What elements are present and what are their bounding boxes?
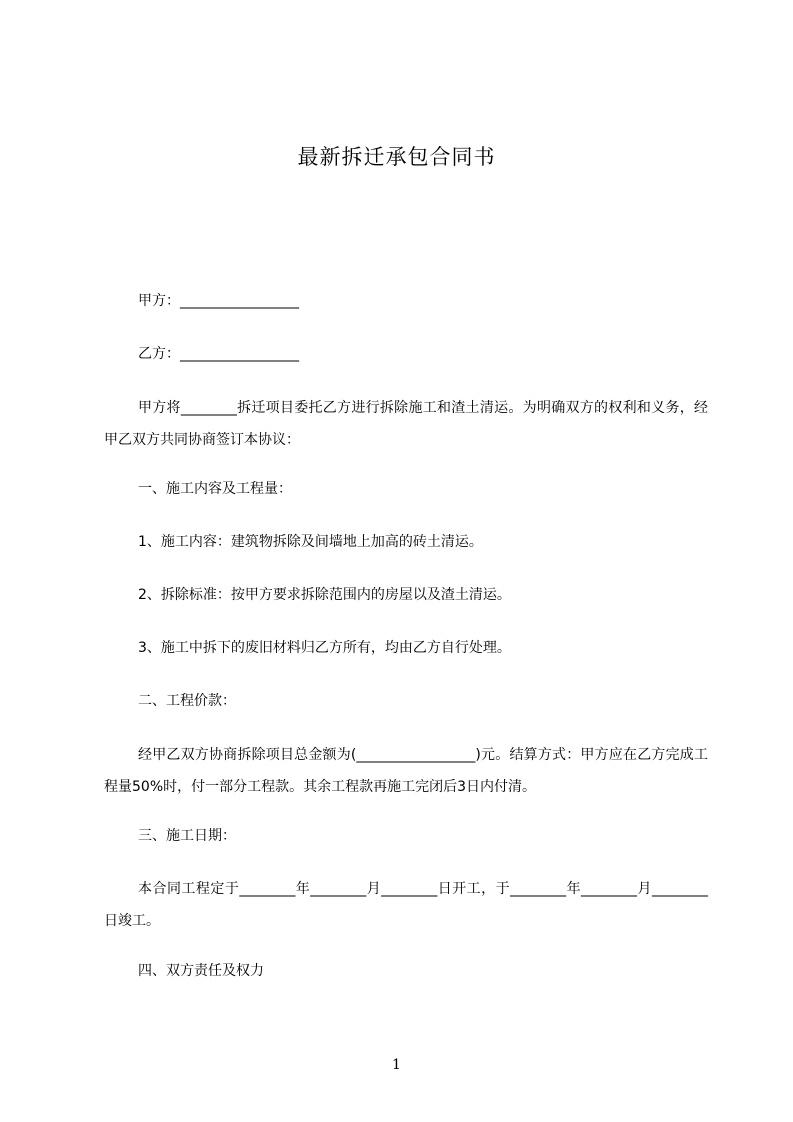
item-3-text: 3、施工中拆下的废旧材料归乙方所有，均由乙方自行处理。: [138, 640, 511, 656]
document-title: 最新拆迁承包合同书: [297, 145, 496, 169]
party-b-line: 乙方：_________________: [138, 346, 299, 362]
payment-paragraph: 经甲乙双方协商拆除项目总金额为(_________________)元。结算方式：甲方应在乙方完成工程量50%时，付一部分工程款。其余工程款再施工完闭后3日内付清。: [104, 747, 708, 795]
section-2-heading: 二、工程价款：: [138, 693, 236, 709]
party-a-line: 甲方：_________________: [138, 293, 299, 309]
item-1-text: 1、施工内容：建筑物拆除及间墙地上加高的砖土清运。: [138, 534, 483, 550]
section-3-heading: 三、施工日期：: [138, 828, 236, 844]
page-number: 1: [392, 1057, 401, 1073]
section-4-heading: 四、双方责任及权力: [138, 963, 264, 979]
item-2-text: 2、拆除标准：按甲方要求拆除范围内的房屋以及渣土清运。: [138, 587, 511, 603]
section-1-heading: 一、施工内容及工程量：: [138, 481, 292, 497]
intro-paragraph: 甲方将________拆迁项目委托乙方进行拆除施工和渣土清运。为明确双方的权利和义务，经甲乙双方共同协商签订本协议：: [104, 400, 708, 448]
schedule-paragraph: 本合同工程定于________年________月________日开工，于________年________月________日竣工。: [104, 881, 708, 929]
